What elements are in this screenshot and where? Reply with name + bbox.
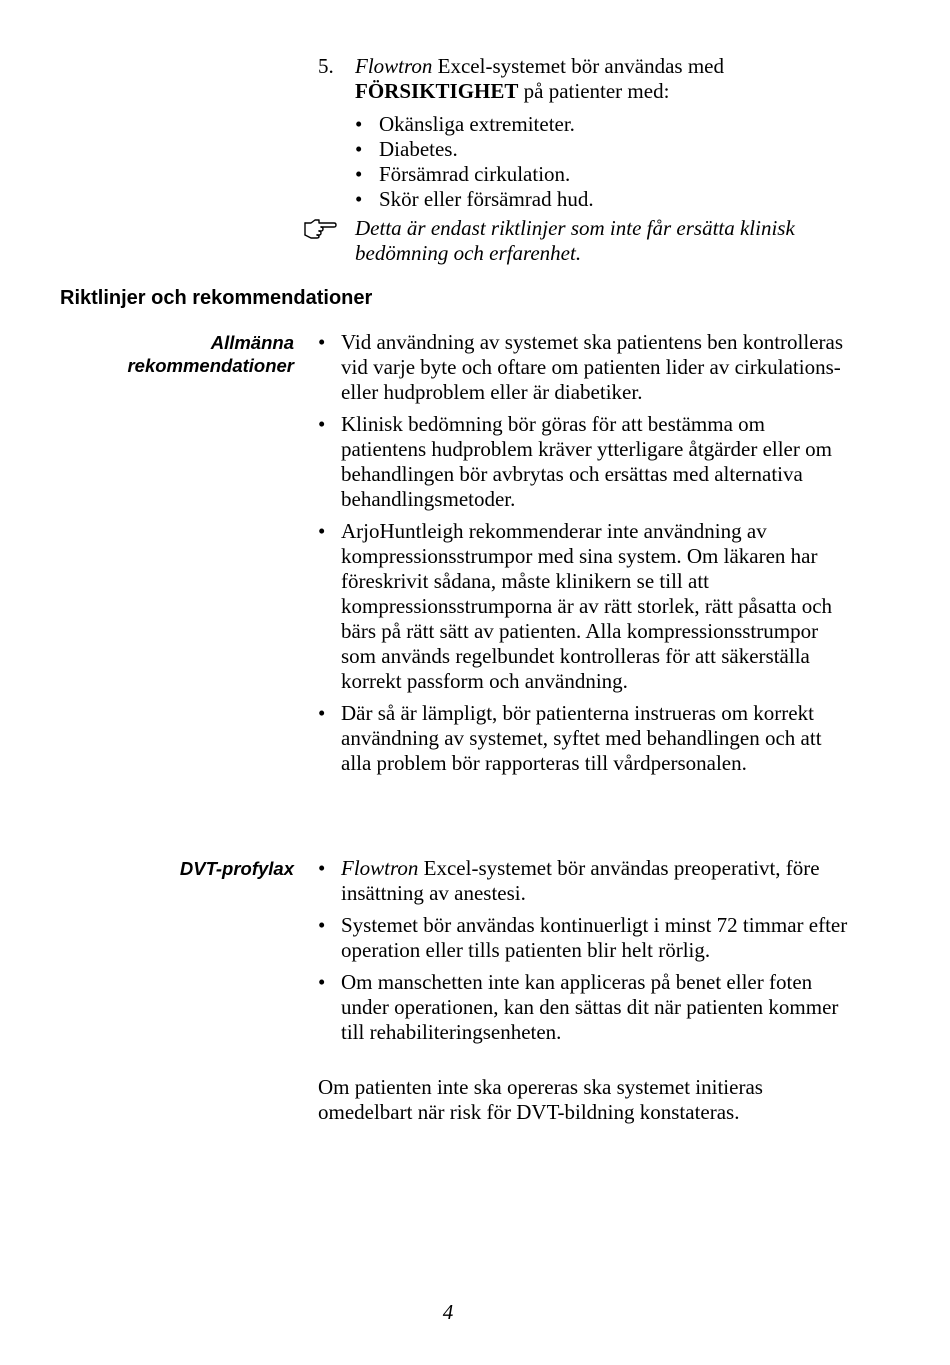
condition-list [355, 112, 855, 212]
list-item [318, 970, 848, 1045]
bullet-icon: • [318, 330, 326, 354]
list-item [318, 330, 848, 405]
side-label-general [127, 331, 294, 377]
section-heading: Riktlinjer och rekommendationer [60, 287, 373, 309]
note-text: Detta är endast riktlinjer som inte får ersätta klinisk bedömning och erfarenhet. [355, 216, 795, 265]
bullet-icon: • [318, 519, 326, 543]
list-item [355, 187, 855, 212]
list-item-text: Om manschetten inte kan appliceras på benet eller foten under operationen, kan den sättas dit när patienten kommer till rehabiliteringsenheten. [341, 970, 839, 1044]
bullet-icon: • [318, 701, 326, 725]
product-name: Flowtron [355, 54, 433, 78]
bullet-icon: • [318, 913, 326, 937]
bullet-icon: • [355, 162, 363, 186]
list-item-text: Skör eller försämrad hud. [379, 187, 594, 211]
page-number: 4 [442, 1300, 454, 1324]
numbered-item-5 [318, 54, 858, 104]
list-item-text: Excel-systemet bör användas preoperativt, före insättning av anestesi. [341, 856, 820, 905]
pointing-hand-icon [303, 217, 337, 239]
bullet-icon: • [318, 412, 326, 436]
numbered-item-text-b: på patienter med: [518, 79, 670, 103]
list-item-text: Vid användning av systemet ska patientens ben kontrolleras vid varje byte och oftare om patienten lider av cirkulations- eller hudproblem eller är diabetiker. [341, 330, 844, 404]
caution-emphasis: FÖRSIKTIGHET [355, 79, 519, 103]
list-item-text: Systemet bör användas kontinuerligt i minst 72 timmar efter operation eller tills patienten blir helt rörlig. [341, 913, 848, 962]
list-item-text: Okänsliga extremiteter. [379, 112, 575, 136]
list-item [318, 913, 848, 963]
bullet-icon: • [355, 112, 363, 136]
bullet-icon: • [318, 856, 326, 880]
list-item [355, 162, 855, 187]
product-name: Flowtron [341, 856, 419, 880]
list-item-text: Försämrad cirkulation. [379, 162, 571, 186]
general-recommendations-list [318, 330, 848, 783]
side-label-line: rekommendationer [127, 355, 294, 376]
list-item [318, 519, 848, 694]
list-item [318, 701, 848, 776]
item-number: 5. [318, 54, 334, 78]
numbered-item-text-a: Excel-systemet bör användas med [432, 54, 724, 78]
guideline-note [303, 216, 863, 266]
bullet-icon: • [355, 137, 363, 161]
list-item [355, 112, 855, 137]
list-item [318, 412, 848, 512]
list-item-text: Där så är lämpligt, bör patienterna instrueras om korrekt användning av systemet, syftet med behandlingen och att alla problem bör rapporteras till vårdpersonalen. [341, 701, 822, 775]
bullet-icon: • [318, 970, 326, 994]
closing-paragraph: Om patienten inte ska opereras ska systemet initieras omedelbart när risk för DVT-bildning konstateras. [318, 1075, 763, 1124]
list-item-text: Klinisk bedömning bör göras för att bestämma om patientens hudproblem kräver ytterligare åtgärder eller om behandlingen bör avbrytas och ersättas med alternativa behandlingsmetoder. [341, 412, 832, 511]
numbered-item-text [355, 54, 858, 104]
list-item [318, 856, 848, 906]
list-item [355, 137, 855, 162]
list-item-text: Diabetes. [379, 137, 458, 161]
side-label-dvt: DVT-profylax [179, 858, 294, 879]
bullet-icon: • [355, 187, 363, 211]
side-label-line: Allmänna [210, 332, 294, 353]
dvt-prophylaxis-list [318, 856, 848, 1052]
list-item-text: ArjoHuntleigh rekommenderar inte användning av kompressionsstrumpor med sina system. Om läkaren har föreskrivit sådana, måste klinikern se till att kompressionsstrumporna är av rätt storlek, rätt påsatta och bärs på rätt sätt av patienten. Alla kompressionsstrumpor som används regelbundet kontrolleras för att säkerställa korrekt passform och användning. [341, 519, 833, 693]
